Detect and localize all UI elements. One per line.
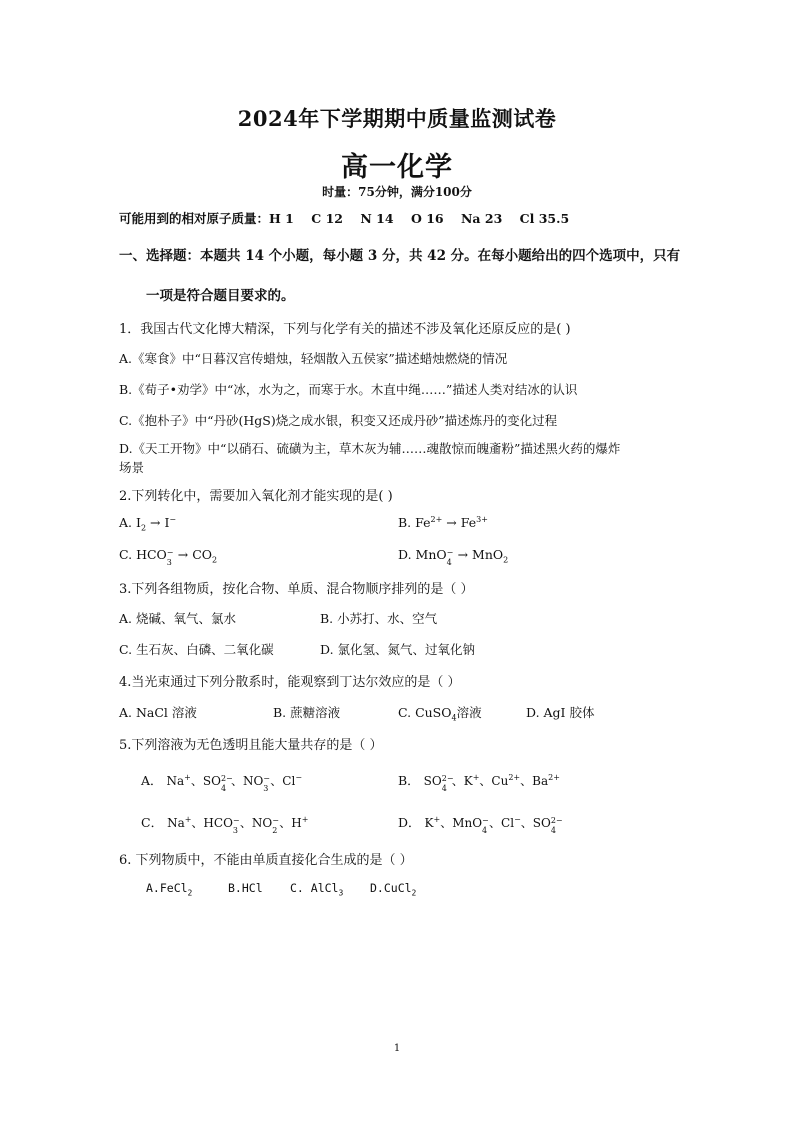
q6-option-b: B.HCl [228, 881, 263, 895]
time-info: 时量：75分钟，满分100分 [322, 185, 472, 199]
q3-option-c: C. 生石灰、白磷、二氧化碳 [119, 642, 274, 657]
subject-title: 高一化学 [341, 152, 453, 183]
q5-b-label: B． [398, 773, 420, 788]
q2-d-product-sub: 2 [503, 555, 509, 565]
q2-d-product: → MnO [453, 547, 504, 562]
q5-option-a [141, 771, 303, 793]
q4-option-a: A. NaCl 溶液 [119, 705, 197, 720]
q2-stem: 2.下列转化中，需要加入氧化剂才能实现的是( ) [119, 489, 393, 504]
q5-a-ions: Na+、SO 2− 4 、NO − 3 、Cl− [166, 773, 303, 793]
q5-option-d [398, 813, 563, 835]
q2-a-reactant: I [135, 515, 141, 530]
q6-option-c: C. AlCl$_3$ [290, 881, 344, 898]
q1-option-d: D.《天工开物》中“以硝石、硫磺为主，草木灰为辅……魂散惊而魄齑粉”描述黑火药的爆炸 [119, 441, 621, 456]
q2-d-reactant: MnO [415, 547, 447, 562]
q3-option-d: D. 氯化氢、氮气、过氧化钠 [320, 642, 476, 657]
section-heading: 一、选择题：本题共 14 个小题，每小题 3 分，共 42 分。在每小题给出的四个选项中，只有 [119, 248, 681, 264]
q5-c-ions: Na+、HCO − 3 、NO − 2 、H+ [167, 815, 309, 835]
q1-option-d-cont: 场景 [119, 460, 145, 475]
q6-stem: 6. 下列物质中，不能由单质直接化合生成的是（ ） [119, 853, 413, 868]
q2-option-b [398, 515, 488, 530]
q2-a-product-sup: − [169, 514, 177, 524]
q3-option-b: B. 小苏打、水、空气 [320, 611, 438, 626]
q2-a-label: A. [119, 515, 136, 530]
atomic-masses: 可能用到的相对原子质量：H 1 C 12 N 14 O 16 Na 23 Cl 35.5 [119, 211, 570, 226]
q5-d-ions: K+、MnO − 4 、Cl−、SO 2− 4 [424, 815, 563, 835]
q2-b-label: B. [398, 515, 416, 530]
q5-stem: 5.下列溶液为无色透明且能大量共存的是（ ） [119, 738, 383, 753]
exam-title: 2024年下学期期中质量监测试卷 [237, 106, 557, 131]
q2-b-reactant: Fe [415, 515, 431, 530]
q2-b-reactant-sup: 2+ [430, 514, 443, 524]
q3-stem: 3.下列各组物质，按化合物、单质、混合物顺序排列的是（ ） [119, 582, 474, 597]
q4-option-b: B. 蔗糖溶液 [273, 705, 341, 720]
q5-d-label: D． [398, 815, 421, 830]
q4-stem: 4.当光束通过下列分散系时，能观察到丁达尔效应的是（ ） [119, 675, 461, 690]
q2-a-product: → I [146, 515, 170, 530]
q2-b-product-sup: 3+ [476, 514, 488, 524]
q5-option-b [398, 771, 560, 793]
q2-c-product-sub: 2 [212, 555, 218, 565]
q4-c-sub: 4 [451, 713, 457, 723]
q1-option-a: A.《寒食》中“日暮汉宫传蜡烛，轻烟散入五侯家”描述蜡烛燃烧的情况 [119, 351, 508, 366]
q2-c-label: C. [119, 547, 137, 562]
q2-c-product: → CO [173, 547, 213, 562]
q2-a-reactant-sub: 2 [140, 523, 147, 533]
q2-d-label: D. [398, 547, 416, 562]
page-number: 1 [393, 1043, 401, 1054]
q2-b-product: → Fe [442, 515, 477, 530]
q5-c-label: C． [141, 815, 164, 830]
q3-option-a: A. 烧碱、氧气、氯水 [119, 611, 236, 626]
q2-option-c: C. HCO − 3 → $CO_2$ [119, 547, 218, 567]
q4-option-c [398, 703, 482, 721]
q4-c-text: C. CuSO [398, 705, 452, 720]
q5-a-label: A． [141, 773, 163, 788]
q1-option-c: C.《抱朴子》中“丹砂(HgS)烧之成水银，积变又还成丹砂”描述炼丹的变化过程 [119, 413, 558, 428]
q5-b-ions: SO 2− 4 、K+、$Cu^{2+}$、$Ba^{2+}$ [423, 773, 560, 793]
q4-c-suffix: 溶液 [456, 705, 482, 720]
q2-option-a [119, 514, 177, 533]
q4-option-d: D. AgI 胶体 [526, 705, 595, 720]
q6-option-d: D.CuCl$_2$ [370, 881, 417, 898]
q1-stem: 1．我国古代文化博大精深，下列与化学有关的描述不涉及氧化还原反应的是( ) [119, 322, 571, 337]
q2-c-reactant: HCO [136, 547, 167, 562]
q6-option-a: A.FeCl$_2$ [146, 881, 193, 898]
q2-option-d: D. MnO − 4 → MnO$_2$ [398, 547, 509, 567]
section-heading-cont: 一项是符合题目要求的。 [146, 288, 295, 304]
q5-option-c [141, 813, 309, 835]
q1-option-b: B.《荀子•劝学》中“冰，水为之，而寒于水。木直中绳……”描述人类对结冰的认识 [119, 382, 578, 397]
